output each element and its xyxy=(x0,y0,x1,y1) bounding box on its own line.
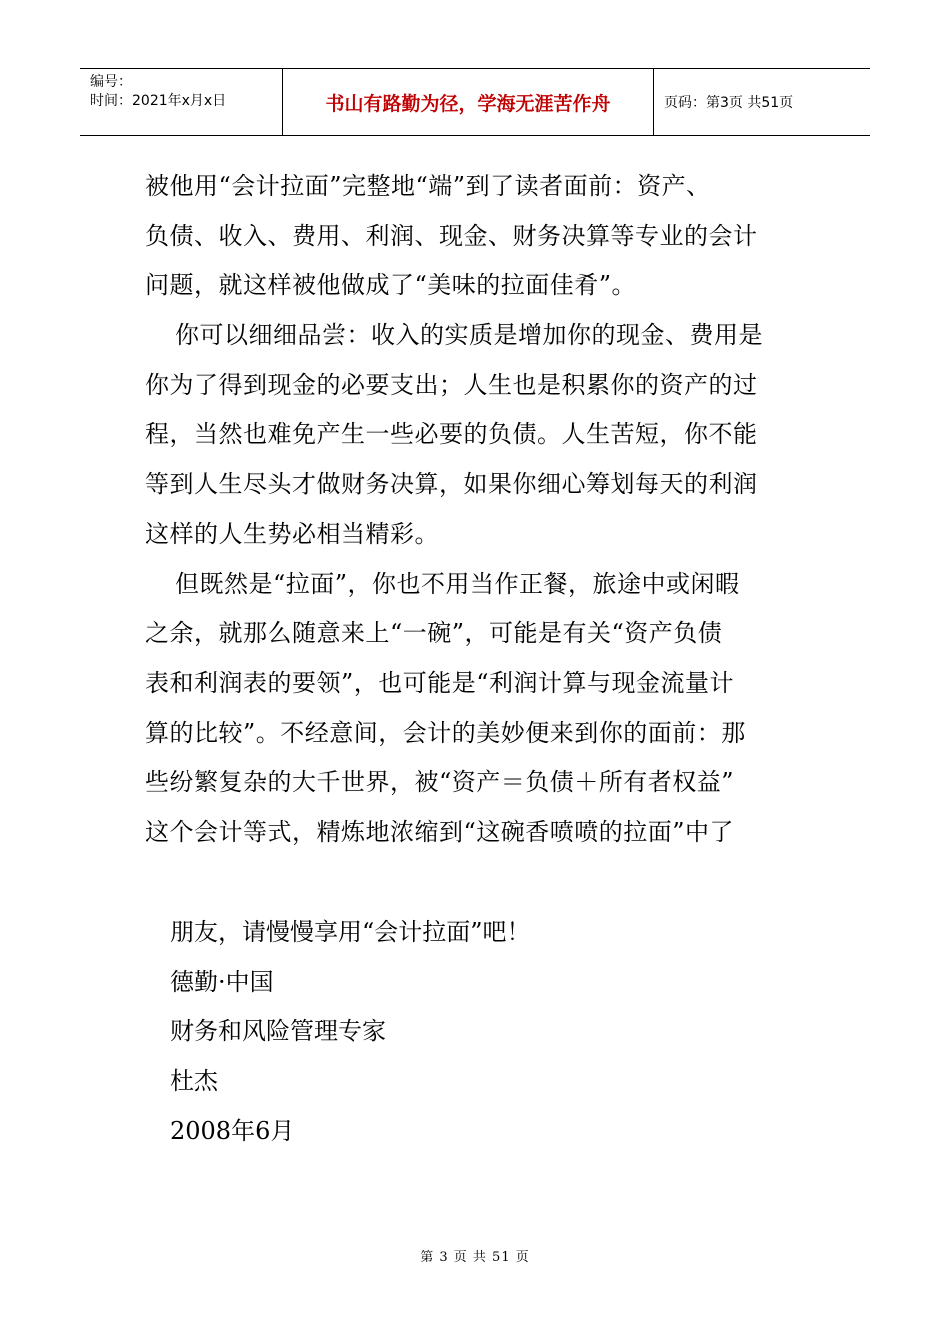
text-line: 问题，就这样被他做成了“美味的拉面佳肴”。 xyxy=(145,271,637,300)
header-motto-cell xyxy=(283,69,654,135)
paragraph-2 xyxy=(145,311,810,559)
text-line: 之余，就那么随意来上“一碗”，可能是有关“资产负债 xyxy=(145,619,723,648)
closing-title: 财务和风险管理专家 xyxy=(170,1017,386,1046)
page-header xyxy=(80,68,870,136)
closing-name: 杜杰 xyxy=(170,1067,218,1096)
page-footer xyxy=(0,1246,950,1265)
closing-greeting: 朋友，请慢慢享用“会计拉面”吧！ xyxy=(170,918,531,946)
closing-org: 德勤·中国 xyxy=(170,967,274,996)
paragraph-1 xyxy=(145,162,810,311)
text-line: 算的比较”。不经意间，会计的美妙便来到你的面前：那 xyxy=(145,718,746,747)
text-line: 被他用“会计拉面”完整地“端”到了读者面前：资产、 xyxy=(145,172,711,200)
closing-date: 2008年6月 xyxy=(170,1116,295,1145)
body-text xyxy=(145,162,810,858)
text-line: 程，当然也难免产生一些必要的负债。人生苦短，你不能 xyxy=(145,420,758,449)
text-line: 你为了得到现金的必要支出；人生也是积累你的资产的过 xyxy=(145,370,758,399)
text-line: 你可以细细品尝：收入的实质是增加你的现金、费用是 xyxy=(175,321,763,350)
header-meta-cell xyxy=(80,69,283,135)
footer-page-number: 第 3 页 共 51 页 xyxy=(420,1250,530,1265)
text-line: 但既然是“拉面”，你也不用当作正餐，旅途中或闲暇 xyxy=(175,569,740,598)
text-line: 表和利润表的要领”，也可能是“利润计算与现金流量计 xyxy=(145,668,735,697)
text-line: 这个会计等式，精炼地浓缩到“这碗香喷喷的拉面”中了 xyxy=(145,817,735,846)
text-line: 些纷繁复杂的大千世界，被“资产＝负债＋所有者权益” xyxy=(145,768,735,797)
closing-signature xyxy=(170,908,531,1156)
header-motto: 书山有路勤为径，学海无涯苦作舟 xyxy=(325,92,611,115)
header-date-label: 时间：2021年x月x日 xyxy=(90,93,227,109)
text-line: 这样的人生势必相当精彩。 xyxy=(145,519,439,548)
header-page-info: 页码：第3页 共51页 xyxy=(664,95,794,111)
header-page-cell xyxy=(654,69,870,135)
header-number-label: 编号： xyxy=(90,74,132,90)
paragraph-3 xyxy=(145,560,810,858)
text-line: 等到人生尽头才做财务决算，如果你细心筹划每天的利润 xyxy=(145,470,758,499)
text-line: 负债、收入、费用、利润、现金、财务决算等专业的会计 xyxy=(145,221,758,250)
